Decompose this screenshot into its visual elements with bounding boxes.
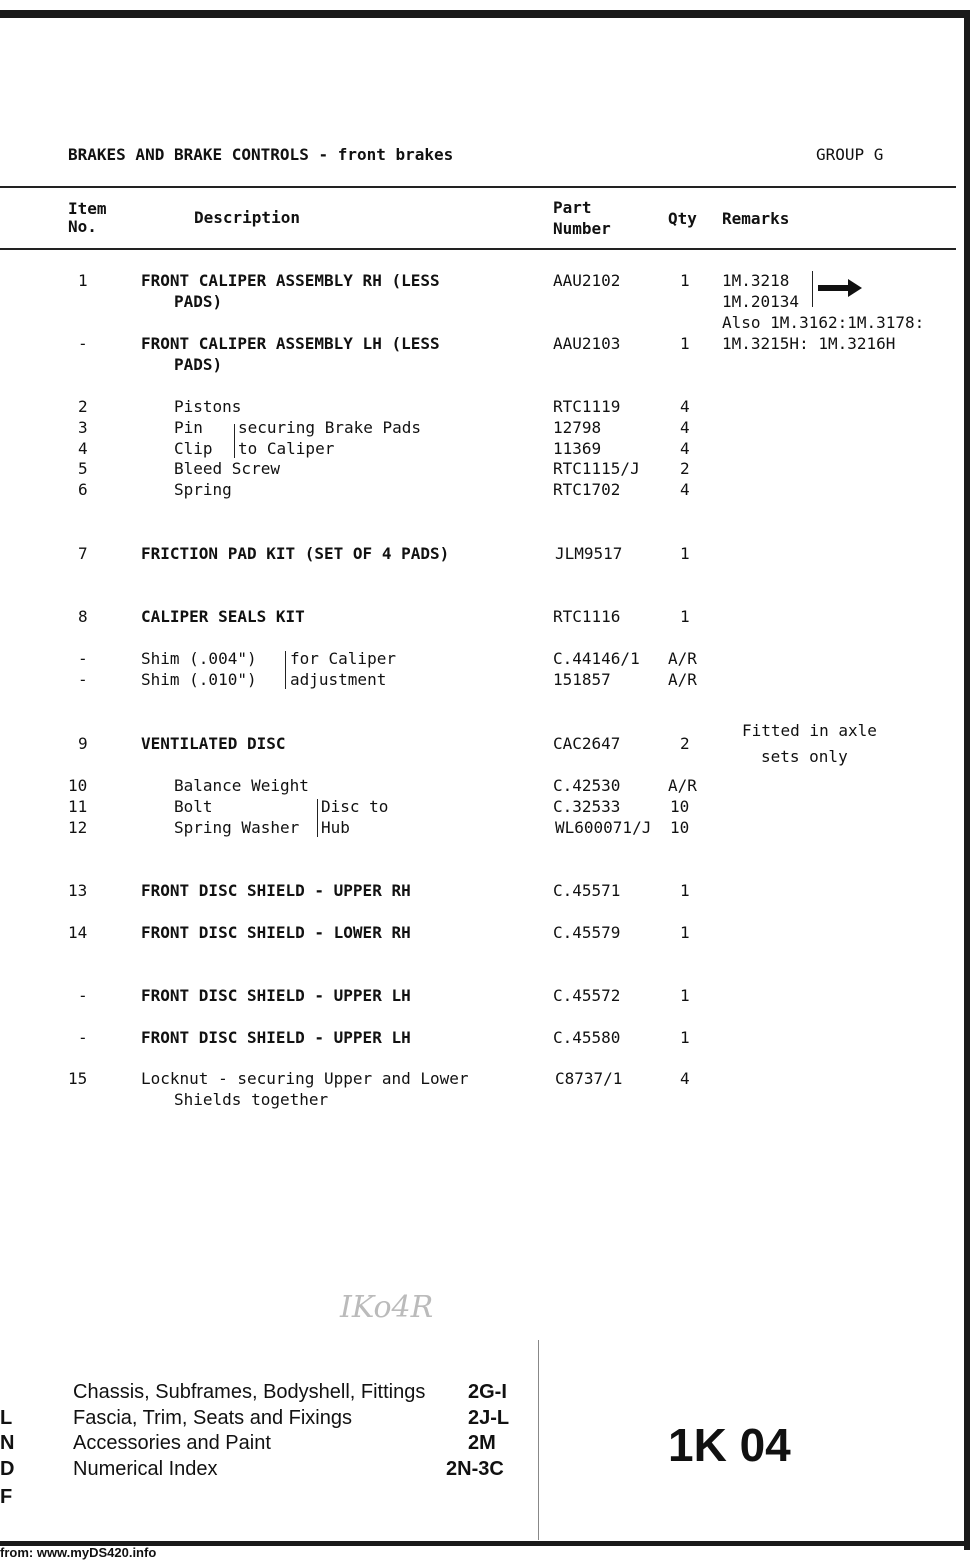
row-qty: 1 bbox=[680, 923, 690, 942]
footer-divider bbox=[538, 1340, 539, 1540]
row-qty: 4 bbox=[680, 480, 690, 499]
remark-line: 1M.3215H: 1M.3216H bbox=[722, 334, 896, 353]
col-description: Description bbox=[194, 208, 300, 227]
row-part-number: C.45579 bbox=[553, 923, 621, 942]
row-description: FRONT DISC SHIELD - LOWER RH bbox=[141, 923, 411, 942]
row-part-number: C8737/1 bbox=[555, 1069, 623, 1088]
remark-line: Fitted in axle bbox=[742, 721, 877, 740]
row-qty: A/R bbox=[668, 649, 697, 668]
row-description-cont: PADS) bbox=[174, 292, 223, 311]
row-part-number: AAU2103 bbox=[553, 334, 621, 353]
col-part-line2: Number bbox=[553, 219, 611, 238]
row-item: - bbox=[78, 986, 88, 1005]
row-qty: 1 bbox=[680, 544, 690, 563]
row-part-number: RTC1115/J bbox=[553, 459, 640, 478]
row-qty: 4 bbox=[680, 1069, 690, 1088]
row-description: Shim (.004") bbox=[141, 649, 257, 668]
row-qty: 10 bbox=[670, 818, 690, 837]
row-part-number: C.42530 bbox=[553, 776, 621, 795]
row-part-number: C.44146/1 bbox=[553, 649, 640, 668]
row-item: 4 bbox=[78, 439, 88, 458]
row-description-cont: PADS) bbox=[174, 355, 223, 374]
row-item: 1 bbox=[78, 271, 88, 290]
group-label: GROUP G bbox=[816, 145, 884, 164]
row-qty: 4 bbox=[680, 439, 690, 458]
row-description-note: Disc to bbox=[321, 797, 389, 816]
header-rule-bottom bbox=[0, 248, 956, 250]
row-part-number: RTC1702 bbox=[553, 480, 621, 499]
row-item: 6 bbox=[78, 480, 88, 499]
row-qty: 1 bbox=[680, 986, 690, 1005]
row-description: FRICTION PAD KIT (SET OF 4 PADS) bbox=[141, 544, 450, 563]
row-description: FRONT CALIPER ASSEMBLY LH (LESS bbox=[141, 334, 440, 353]
row-description-note: for Caliper bbox=[290, 649, 396, 668]
row-item: 14 bbox=[68, 923, 88, 942]
row-part-number: CAC2647 bbox=[553, 734, 621, 753]
row-part-number: RTC1116 bbox=[553, 607, 621, 626]
row-part-number: C.45572 bbox=[553, 986, 621, 1005]
col-item-line1: Item bbox=[68, 199, 107, 218]
col-qty: Qty bbox=[668, 209, 697, 228]
row-description: VENTILATED DISC bbox=[141, 734, 286, 753]
row-description-note: adjustment bbox=[290, 670, 387, 689]
row-item: 10 bbox=[68, 776, 88, 795]
row-description: Pistons bbox=[174, 397, 242, 416]
description-bracket bbox=[234, 424, 235, 458]
page-title: BRAKES AND BRAKE CONTROLS - front brakes bbox=[68, 145, 454, 164]
edge-letter: F bbox=[0, 1486, 13, 1508]
row-description: FRONT DISC SHIELD - UPPER LH bbox=[141, 986, 411, 1005]
handwritten-note: IKo4R bbox=[340, 1290, 434, 1325]
row-description: FRONT DISC SHIELD - UPPER LH bbox=[141, 1028, 411, 1047]
row-part-number: C.45571 bbox=[553, 881, 621, 900]
row-qty: 4 bbox=[680, 397, 690, 416]
row-description: Bolt bbox=[174, 797, 213, 816]
row-description: Pin bbox=[174, 418, 203, 437]
row-item: - bbox=[78, 649, 88, 668]
row-part-number: WL600071/J bbox=[555, 818, 652, 837]
edge-letter: N bbox=[0, 1432, 15, 1454]
row-item: - bbox=[78, 670, 88, 689]
header-rule-top bbox=[0, 186, 956, 188]
remark-line: sets only bbox=[761, 747, 848, 766]
edge-letter: L bbox=[0, 1407, 13, 1429]
row-item: 11 bbox=[68, 797, 88, 816]
col-remarks: Remarks bbox=[722, 209, 790, 228]
remark-line: 1M.3218 bbox=[722, 271, 790, 290]
row-part-number: AAU2102 bbox=[553, 271, 621, 290]
remark-line: Also 1M.3162:1M.3178: bbox=[722, 313, 925, 332]
description-bracket bbox=[285, 651, 286, 689]
row-part-number: C.32533 bbox=[553, 797, 621, 816]
row-part-number: 151857 bbox=[553, 670, 611, 689]
row-qty: 1 bbox=[680, 607, 690, 626]
index-code: 2N-3C bbox=[446, 1458, 504, 1480]
fiche-number: 1K 04 bbox=[668, 1419, 791, 1471]
row-qty: 10 bbox=[670, 797, 690, 816]
index-label: Accessories and Paint bbox=[73, 1432, 271, 1454]
row-qty: 2 bbox=[680, 459, 690, 478]
row-item: 8 bbox=[78, 607, 88, 626]
source-url: from: www.myDS420.info bbox=[0, 1545, 157, 1560]
index-code: 2G-I bbox=[468, 1381, 507, 1403]
row-qty: 1 bbox=[680, 271, 690, 290]
row-qty: 1 bbox=[680, 881, 690, 900]
row-item: 13 bbox=[68, 881, 88, 900]
row-description: FRONT CALIPER ASSEMBLY RH (LESS bbox=[141, 271, 440, 290]
index-label: Chassis, Subframes, Bodyshell, Fittings bbox=[73, 1381, 426, 1403]
edge-letter: D bbox=[0, 1458, 15, 1480]
row-item: 3 bbox=[78, 418, 88, 437]
row-part-number: 12798 bbox=[553, 418, 602, 437]
row-description-note: securing Brake Pads bbox=[238, 418, 422, 437]
row-qty: 4 bbox=[680, 418, 690, 437]
row-part-number: 11369 bbox=[553, 439, 602, 458]
remark-bracket bbox=[812, 271, 813, 307]
row-item: - bbox=[78, 1028, 88, 1047]
description-bracket bbox=[317, 799, 318, 837]
row-description: Shim (.010") bbox=[141, 670, 257, 689]
index-code: 2M bbox=[468, 1432, 496, 1454]
row-item: 7 bbox=[78, 544, 88, 563]
index-label: Fascia, Trim, Seats and Fixings bbox=[73, 1407, 352, 1429]
row-description: CALIPER SEALS KIT bbox=[141, 607, 305, 626]
index-label: Numerical Index bbox=[73, 1458, 218, 1480]
row-description-cont: Shields together bbox=[174, 1090, 329, 1109]
scan-border-top bbox=[0, 10, 970, 18]
row-item: 2 bbox=[78, 397, 88, 416]
row-description: Clip bbox=[174, 439, 213, 458]
row-part-number: RTC1119 bbox=[553, 397, 621, 416]
row-qty: 1 bbox=[680, 334, 690, 353]
row-description-note: Hub bbox=[321, 818, 350, 837]
arrow-right-icon bbox=[818, 279, 862, 297]
row-description: Spring bbox=[174, 480, 232, 499]
index-code: 2J-L bbox=[468, 1407, 510, 1429]
row-description: Locknut - securing Upper and Lower bbox=[141, 1069, 469, 1088]
row-qty: 2 bbox=[680, 734, 690, 753]
row-description: Spring Washer bbox=[174, 818, 300, 837]
row-qty: A/R bbox=[668, 776, 697, 795]
row-description: Bleed Screw bbox=[174, 459, 280, 478]
col-item-line2: No. bbox=[68, 217, 97, 236]
row-part-number: JLM9517 bbox=[555, 544, 623, 563]
row-item: - bbox=[78, 334, 88, 353]
row-item: 9 bbox=[78, 734, 88, 753]
col-part-line1: Part bbox=[553, 198, 592, 217]
row-part-number: C.45580 bbox=[553, 1028, 621, 1047]
row-description-note: to Caliper bbox=[238, 439, 335, 458]
row-description: Balance Weight bbox=[174, 776, 309, 795]
remark-line: 1M.20134 bbox=[722, 292, 800, 311]
row-qty: A/R bbox=[668, 670, 697, 689]
scan-border-right bbox=[964, 10, 970, 1550]
row-qty: 1 bbox=[680, 1028, 690, 1047]
row-item: 15 bbox=[68, 1069, 88, 1088]
row-description: FRONT DISC SHIELD - UPPER RH bbox=[141, 881, 411, 900]
row-item: 12 bbox=[68, 818, 88, 837]
row-item: 5 bbox=[78, 459, 88, 478]
